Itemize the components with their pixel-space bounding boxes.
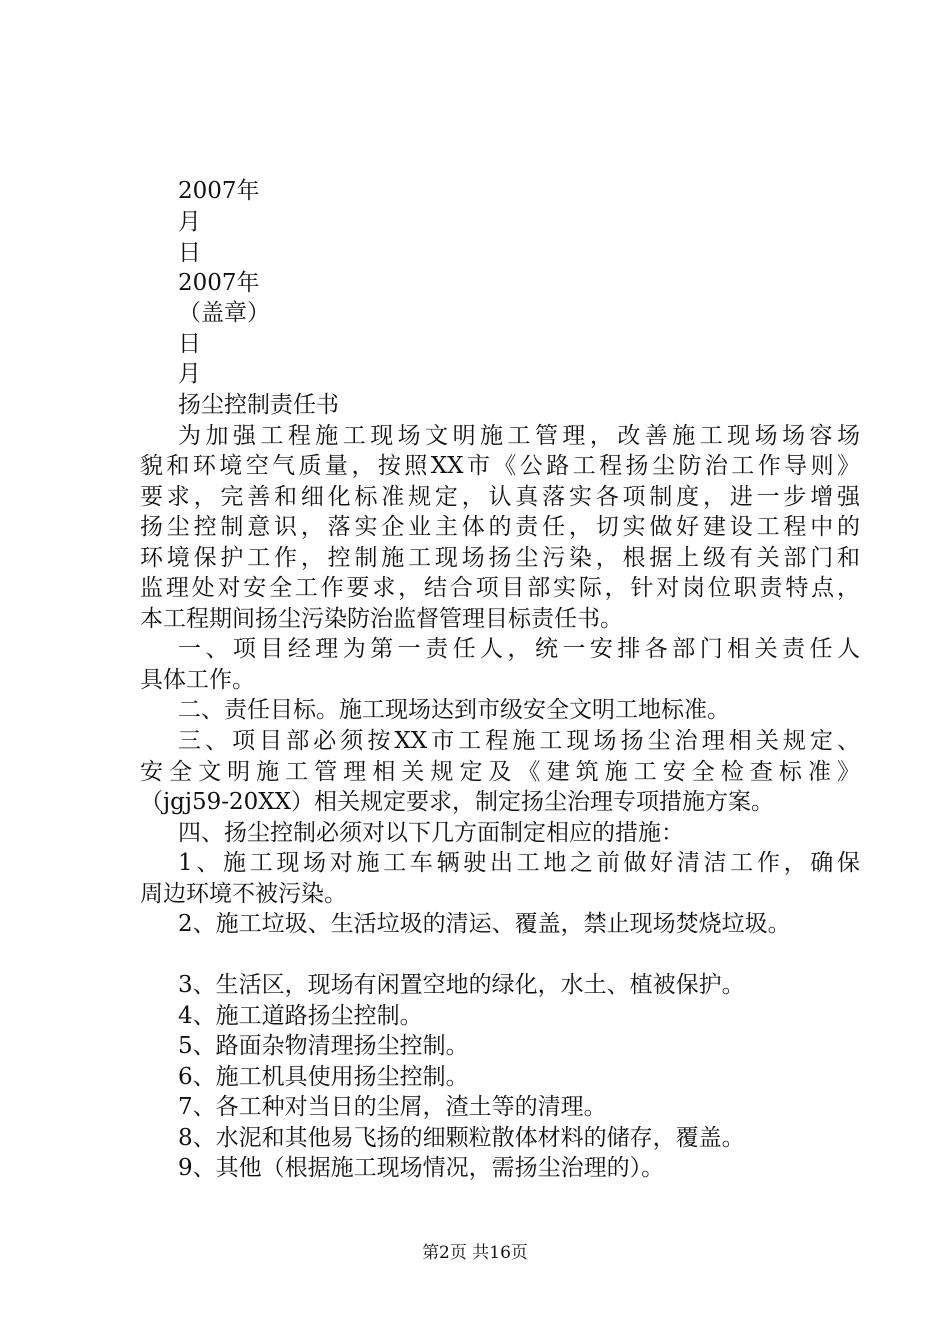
paragraph-line: 环境保护工作，控制施工现场扬尘污染，根据上级有关部门和: [140, 545, 860, 571]
list-item: 4、施工道路扬尘控制。: [178, 1003, 423, 1029]
list-item: 8、水泥和其他易飞扬的细颗粒散体材料的储存，覆盖。: [178, 1125, 745, 1151]
section-three-line: 三、项目部必须按XX市工程施工现场扬尘治理相关规定、: [178, 728, 860, 754]
paragraph-line: 要求，完善和细化标准规定，认真落实各项制度，进一步增强: [140, 484, 860, 510]
page-footer: 第2页 共16页: [422, 1243, 528, 1263]
date-year-line: 2007年: [178, 178, 260, 204]
list-item: 7、各工种对当日的尘屑，渣土等的清理。: [178, 1094, 607, 1120]
section-three-line: 安全文明施工管理相关规定及《建筑施工安全检查标准》: [140, 759, 860, 785]
paragraph-line: 为加强工程施工现场文明施工管理，改善施工现场场容场: [178, 423, 860, 449]
section-one-line: 一、项目经理为第一责任人，统一安排各部门相关责任人: [178, 636, 860, 662]
section-four-line: 四、扬尘控制必须对以下几方面制定相应的措施：: [178, 820, 684, 846]
paragraph-line: 本工程期间扬尘污染防治监督管理目标责任书。: [140, 606, 623, 632]
date-month-line-2: 月: [178, 361, 201, 387]
document-title: 扬尘控制责任书: [178, 392, 339, 418]
list-item: 2、施工垃圾、生活垃圾的清运、覆盖，禁止现场焚烧垃圾。: [178, 911, 791, 937]
paragraph-line: 扬尘控制意识，落实企业主体的责任，切实做好建设工程中的: [140, 514, 860, 540]
list-item: 1、施工现场对施工车辆驶出工地之前做好清洁工作，确保: [178, 850, 860, 876]
paragraph-line: 监理处对安全工作要求，结合项目部实际，针对岗位职责特点，: [140, 575, 860, 601]
paragraph-line: 貌和环境空气质量，按照XX市《公路工程扬尘防治工作导则》: [140, 453, 860, 479]
date-day-line: 日: [178, 240, 201, 266]
list-item: 5、路面杂物清理扬尘控制。: [178, 1033, 469, 1059]
list-item: 9、其他（根据施工现场情况，需扬尘治理的）。: [178, 1155, 665, 1181]
section-one-line: 具体工作。: [140, 667, 255, 693]
section-two-line: 二、责任目标。施工现场达到市级安全文明工地标准。: [178, 697, 730, 723]
date-day-line-2: 日: [178, 331, 201, 357]
section-three-line: （jgj59-20XX）相关规定要求，制定扬尘治理专项措施方案。: [140, 789, 775, 815]
list-item: 6、施工机具使用扬尘控制。: [178, 1064, 469, 1090]
seal-note: （盖章）: [178, 300, 270, 326]
list-item: 3、生活区，现场有闲置空地的绿化，水土、植被保护。: [178, 972, 745, 998]
list-item: 周边环境不被污染。: [140, 881, 347, 907]
date-month-line: 月: [178, 209, 201, 235]
date-year-line-2: 2007年: [178, 270, 260, 296]
